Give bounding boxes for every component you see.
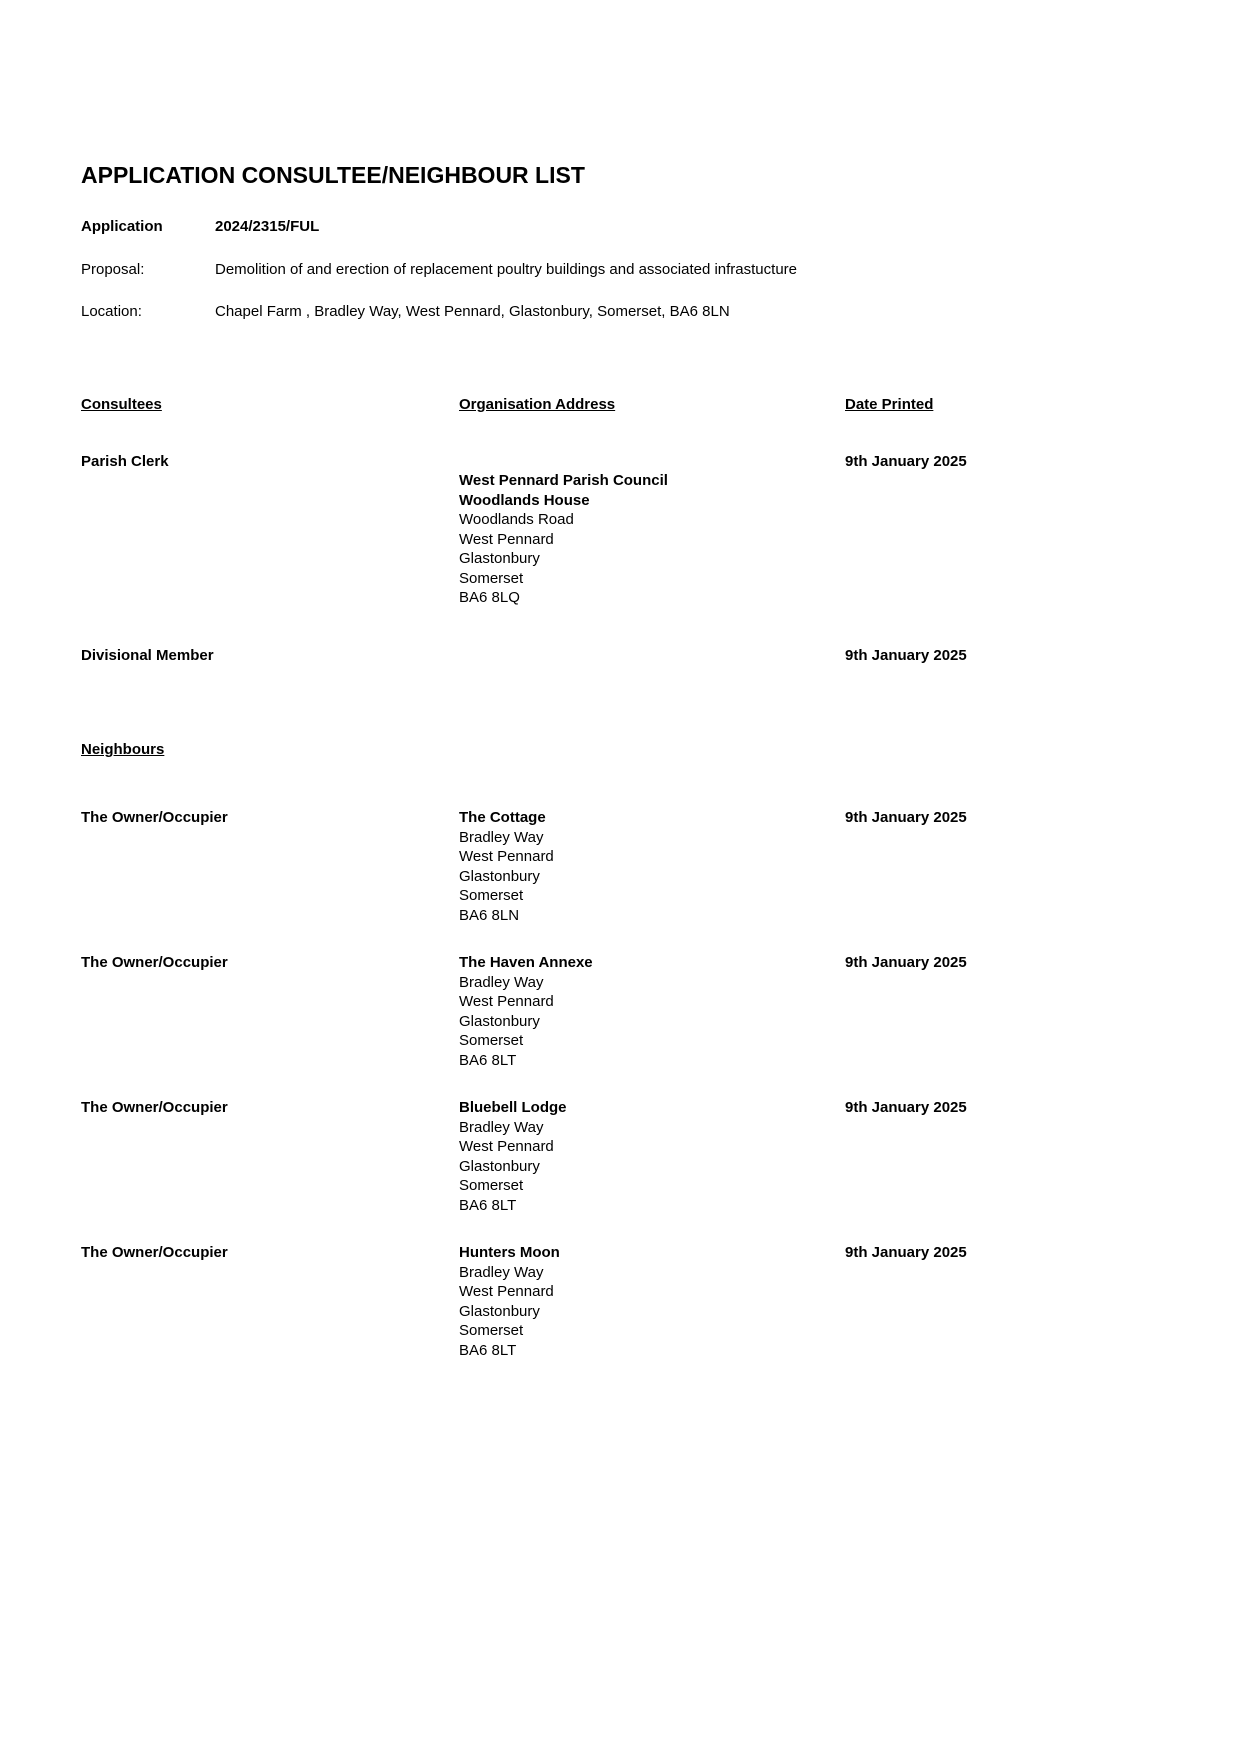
organisation-address (459, 1098, 845, 1215)
consultee-row (81, 646, 1151, 666)
column-header-consultees: Consultees (81, 395, 162, 413)
column-header-organisation-address: Organisation Address (459, 395, 616, 413)
organisation-address (459, 953, 845, 1070)
column-header-date-printed: Date Printed (845, 395, 934, 413)
date-printed-value: 9th January 2025 (845, 1244, 967, 1261)
proposal-row (81, 260, 1151, 280)
organisation-address-bold-lines: The Haven Annexe (459, 954, 593, 971)
organisation-address-lines: Bradley Way West Pennard Glastonbury Somerset BA6 8LT (459, 1118, 554, 1214)
organisation-address-bold-lines: West Pennard Parish Council Woodlands House (459, 472, 668, 509)
date-printed-value: 9th January 2025 (845, 954, 967, 971)
proposal-value: Demolition of and erection of replacement poultry buildings and associated infrastucture (215, 260, 797, 278)
date-printed-value: 9th January 2025 (845, 809, 967, 826)
date-printed-value: 9th January 2025 (845, 1099, 967, 1116)
neighbours-heading: Neighbours (81, 741, 165, 758)
location-value: Chapel Farm , Bradley Way, West Pennard, Glastonbury, Somerset, BA6 8LN (215, 303, 730, 320)
organisation-address (459, 471, 845, 608)
neighbour-row (81, 1098, 1151, 1215)
neighbour-row (81, 808, 1151, 925)
page-title: APPLICATION CONSULTEE/NEIGHBOUR LIST (81, 162, 585, 188)
organisation-address-bold-lines: Bluebell Lodge (459, 1099, 567, 1116)
table-header-row (81, 395, 1151, 415)
neighbour-row (81, 1243, 1151, 1360)
date-printed-value: 9th January 2025 (845, 646, 967, 664)
organisation-address-lines: Woodlands Road West Pennard Glastonbury Somerset BA6 8LQ (459, 511, 574, 606)
organisation-address-lines: Bradley Way West Pennard Glastonbury Somerset BA6 8LT (459, 973, 554, 1069)
consultee-name: Parish Clerk (81, 453, 169, 470)
application-label: Application (81, 218, 163, 235)
neighbour-row (81, 953, 1151, 1070)
organisation-address-bold-lines: Hunters Moon (459, 1244, 560, 1261)
date-printed-value: 9th January 2025 (845, 453, 967, 470)
consultee-name: Divisional Member (81, 646, 214, 664)
organisation-address (459, 808, 845, 925)
neighbour-name: The Owner/Occupier (81, 954, 228, 971)
application-value: 2024/2315/FUL (215, 218, 320, 235)
organisation-address-lines: Bradley Way West Pennard Glastonbury Somerset BA6 8LN (459, 828, 554, 924)
consultee-row (81, 452, 1151, 608)
organisation-address (459, 1243, 845, 1360)
application-row (81, 217, 1151, 237)
location-row (81, 302, 1151, 322)
organisation-address-bold-lines: The Cottage (459, 809, 546, 826)
neighbour-name: The Owner/Occupier (81, 1244, 228, 1261)
location-label: Location: (81, 303, 142, 320)
neighbour-name: The Owner/Occupier (81, 809, 228, 826)
proposal-label: Proposal: (81, 260, 145, 278)
neighbour-name: The Owner/Occupier (81, 1099, 228, 1116)
organisation-address-lines: Bradley Way West Pennard Glastonbury Somerset BA6 8LT (459, 1263, 554, 1359)
